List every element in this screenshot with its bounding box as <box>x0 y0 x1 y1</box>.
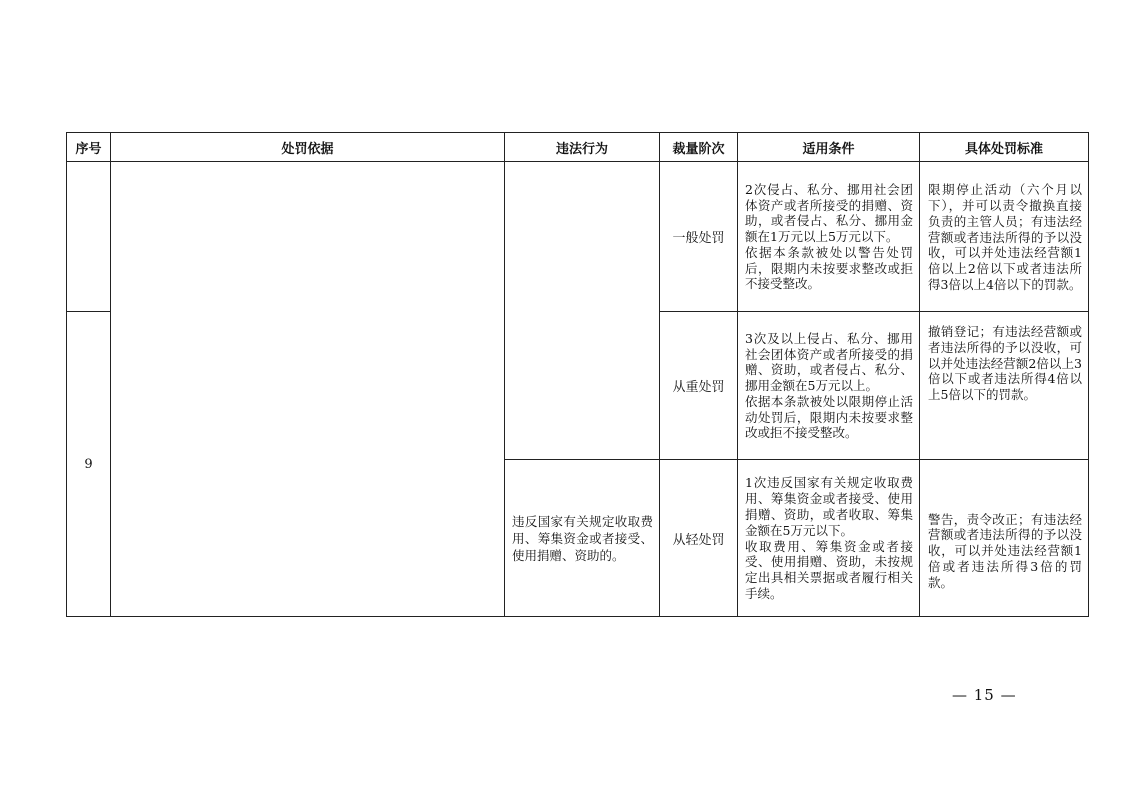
condition-text: 收取费用、筹集资金或者接受、使用捐赠、资助，未按规定出具相关票据或者履行相关手续。 <box>745 538 913 601</box>
table-row <box>67 162 1089 312</box>
table-header-row <box>67 133 1089 162</box>
header-level: 裁量阶次 <box>660 133 738 162</box>
seq-cell <box>67 162 111 312</box>
condition-text: 2次侵占、私分、挪用社会团体资产或者所接受的捐赠、资助，或者侵占、私分、挪用金额在1万元以上5万元以下。 <box>745 181 913 245</box>
standard-text: 撤销登记；有违法经营额或者违法所得的予以没收，可以并处违法经营额2倍以上3倍以下或者违法所得4倍以上5倍以下的罚款。 <box>928 324 1082 403</box>
condition-text: 3次及以上侵占、私分、挪用社会团体资产或者所接受的捐赠、资助，或者侵占、私分、挪用金额在5万元以上。 <box>745 330 913 394</box>
level-cell: 从轻处罚 <box>660 460 738 617</box>
seq-cell: 9 <box>67 312 111 617</box>
level-cell: 从重处罚 <box>660 312 738 460</box>
condition-cell <box>738 460 920 617</box>
condition-cell <box>738 312 920 460</box>
header-basis: 处罚依据 <box>111 133 505 162</box>
condition-text: 依据本条款被处以限期停止活动处罚后，限期内未按要求整改或拒不接受整改。 <box>745 393 913 441</box>
header-standard: 具体处罚标准 <box>920 133 1089 162</box>
standard-text: 警告，责令改正；有违法经营额或者违法所得的予以没收，可以并处违法经营额1倍或者违法所得3倍的罚款。 <box>928 511 1082 590</box>
standard-cell <box>920 312 1089 460</box>
behavior-cell <box>505 460 660 617</box>
header-seq: 序号 <box>67 133 111 162</box>
standard-cell <box>920 162 1089 312</box>
condition-text: 依据本条款被处以警告处罚后，限期内未按要求整改或拒不接受整改。 <box>745 244 913 292</box>
condition-text: 1次违反国家有关规定收取费用、筹集资金或者接受、使用捐赠、资助，或者收取、筹集金额在5万元以下。 <box>745 475 913 538</box>
page-number: — 15 — <box>952 686 1017 704</box>
level-cell: 一般处罚 <box>660 162 738 312</box>
condition-cell <box>738 162 920 312</box>
header-condition: 适用条件 <box>738 133 920 162</box>
behavior-cell <box>505 162 660 460</box>
header-behavior: 违法行为 <box>505 133 660 162</box>
basis-cell <box>111 162 505 617</box>
standard-cell <box>920 460 1089 617</box>
penalty-standards-table <box>66 132 1089 617</box>
standard-text: 限期停止活动（六个月以下），并可以责令撤换直接负责的主管人员；有违法经营额或者违法所得的予以没收，可以并处违法经营额1倍以上2倍以下或者违法所得3倍以上4倍以下的罚款。 <box>928 182 1082 292</box>
behavior-text: 违反国家有关规定收取费用、筹集资金或者接受、使用捐赠、资助的。 <box>512 513 653 563</box>
